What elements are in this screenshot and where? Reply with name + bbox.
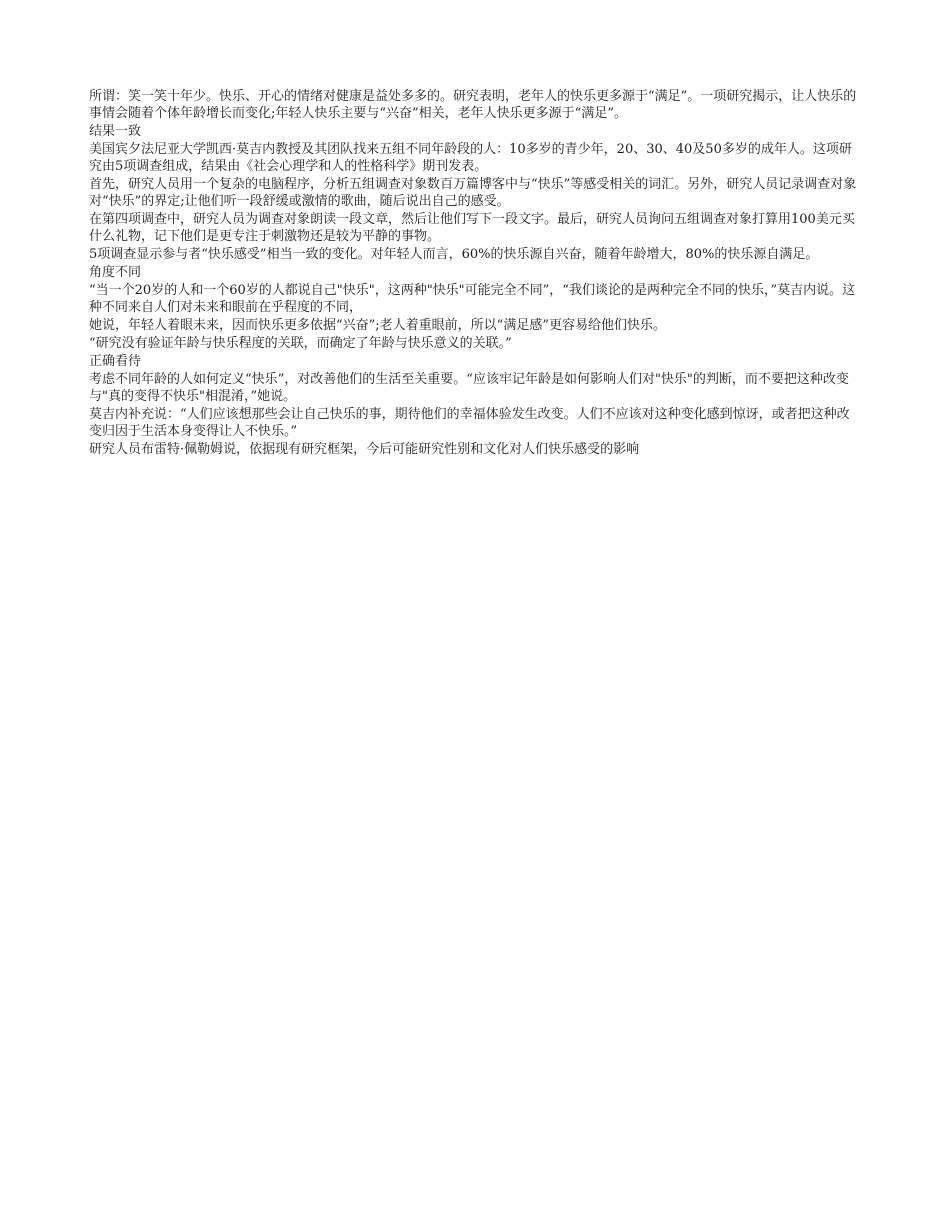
survey-results-paragraph: 5项调查显示参与者“快乐感受”相当一致的变化。对年轻人而言，60%的快乐源自兴奋，随着年龄增大，80%的快乐源自满足。 bbox=[89, 247, 819, 262]
first-method-paragraph: 首先，研究人员用一个复杂的电脑程序，分析五组调查对象数百万篇博客中与“快乐”等感受相关的词汇。另外，研究人员记录调查对象对“快乐”的界定;让他们听一段舒缓或激情的歌曲，随后说出自己的感受。 bbox=[89, 177, 857, 209]
intro-paragraph: 所谓：笑一笑十年少。快乐、开心的情绪对健康是益处多多的。研究表明，老年人的快乐更多源于“满足”。一项研究揭示，让人快乐的事情会随着个体年龄增长而变化;年轻人快乐主要与“兴奋”相关，老年人快乐更多源于“满足”。 bbox=[89, 89, 857, 121]
fourth-survey-paragraph: 在第四项调查中，研究人员为调查对象朗读一段文章，然后让他们写下一段文字。最后，研究人员询问五组调查对象打算用100美元买什么礼物，记下他们是更专注于刺激物还是较为平静的事物。 bbox=[89, 212, 855, 244]
young-old-focus-paragraph: 她说，年轻人着眼未来，因而快乐更多依据“兴奋”;老人着重眼前，所以“满足感”更容易给他们快乐。 bbox=[89, 318, 666, 333]
research-conclusion-quote: “研究没有验证年龄与快乐程度的关联，而确定了年龄与快乐意义的关联。” bbox=[89, 336, 512, 351]
quote-different-happiness-paragraph: “当一个20岁的人和一个60岁的人都说自己"快乐"，这两种"快乐"可能完全不同”，“我们谈论的是两种完全不同的快乐，”莫吉内说。这种不同来自人们对未来和眼前在乎程度的不同， bbox=[89, 283, 856, 315]
section-heading-consistent-results: 结果一致 bbox=[89, 124, 142, 139]
future-research-paragraph: 研究人员布雷特·佩勒姆说，依据现有研究框架，今后可能研究性别和文化对人们快乐感受的影响 bbox=[89, 442, 640, 457]
supplement-quote-paragraph: 莫吉内补充说：“人们应该想那些会让自己快乐的事，期待他们的幸福体验发生改变。人们不应该对这种变化感到惊讶，或者把这种改变归因于生活本身变得让人不快乐。” bbox=[89, 407, 850, 439]
define-happiness-paragraph: 考虑不同年龄的人如何定义“快乐”，对改善他们的生活至关重要。“应该牢记年龄是如何影响人们对"快乐"的判断，而不要把这种改变与"真的变得不快乐"相混淆，”她说。 bbox=[89, 372, 849, 404]
article-body bbox=[89, 88, 861, 459]
study-background-paragraph: 美国宾夕法尼亚大学凯西·莫吉内教授及其团队找来五组不同年龄段的人：10多岁的青少年，20、30、40及50多岁的成年人。这项研究由5项调查组成，结果由《社会心理学和人的性格科学》期刊发表。 bbox=[89, 142, 852, 174]
section-heading-correct-view: 正确看待 bbox=[89, 354, 142, 369]
section-heading-different-angles: 角度不同 bbox=[89, 265, 142, 280]
